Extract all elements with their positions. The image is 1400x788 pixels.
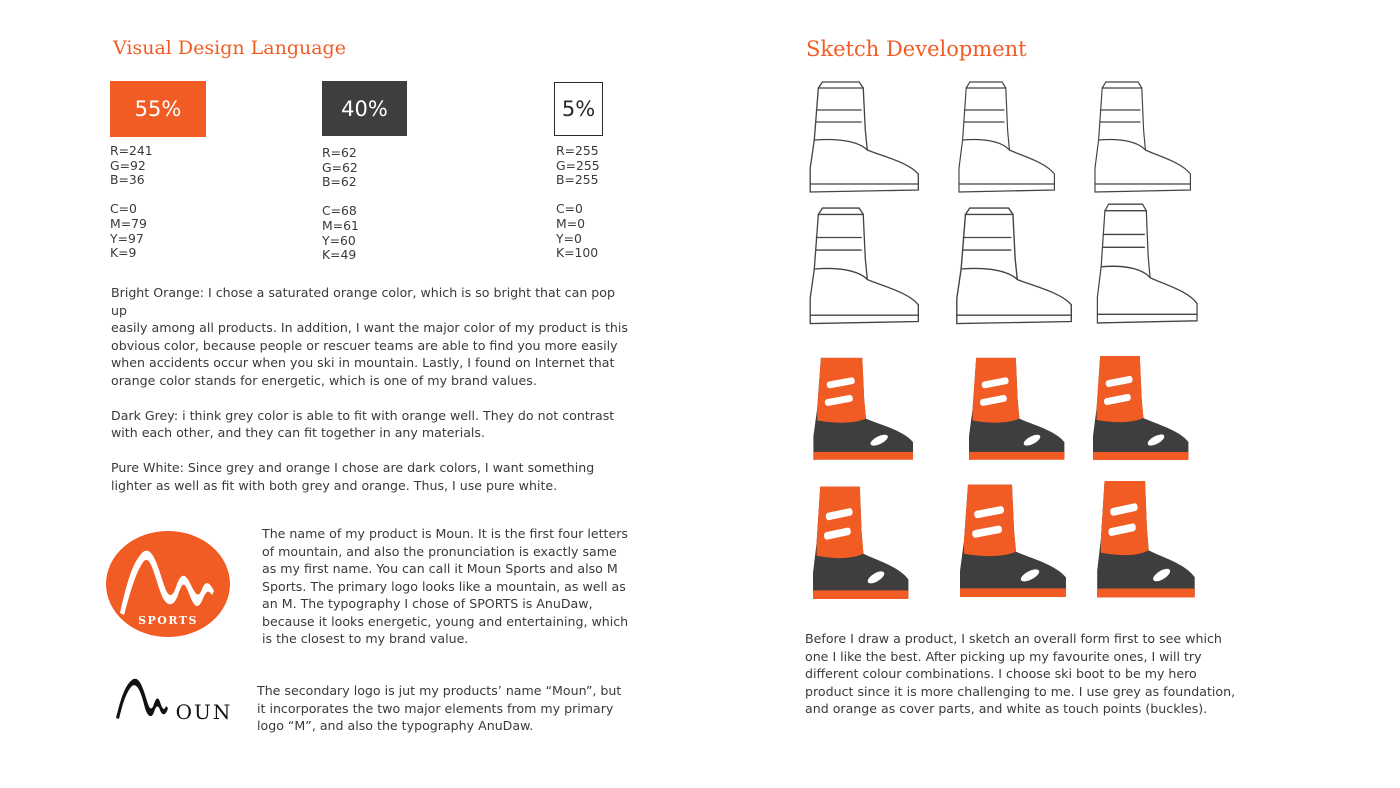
sports-wordmark: SPORTS bbox=[138, 614, 198, 627]
white-r-value: R=255 bbox=[556, 143, 599, 158]
orange-m-value: M=79 bbox=[110, 215, 147, 231]
ski-boot-sketch-grid bbox=[790, 70, 1210, 610]
white-k-value: K=100 bbox=[556, 245, 599, 261]
boot-color-4 bbox=[813, 487, 908, 599]
grey-c-value: C=68 bbox=[322, 203, 357, 219]
moun-m-icon bbox=[114, 674, 238, 724]
grey-m-value: M=61 bbox=[322, 217, 359, 233]
grey-b-value: B=62 bbox=[322, 174, 357, 190]
white-m-value: M=0 bbox=[556, 215, 585, 231]
grey-g-value: G=62 bbox=[322, 159, 358, 175]
white-color-values bbox=[556, 144, 600, 261]
sketch-development-title: Sketch Development bbox=[806, 37, 1027, 61]
orange-swatch bbox=[110, 81, 206, 137]
boot-color-3 bbox=[1093, 356, 1188, 460]
visual-design-language-title: Visual Design Language bbox=[113, 37, 346, 59]
boot-sketch-6 bbox=[1097, 204, 1197, 323]
boot-sketch-1 bbox=[810, 82, 918, 192]
boot-sketch-4 bbox=[810, 208, 918, 323]
orange-y-value: Y=97 bbox=[110, 230, 144, 246]
grey-y-value: Y=60 bbox=[322, 232, 356, 248]
primary-logo bbox=[106, 531, 230, 637]
color-rationale-text bbox=[111, 284, 631, 494]
boot-color-6 bbox=[1097, 481, 1195, 597]
white-swatch bbox=[554, 82, 603, 136]
boot-color-2 bbox=[969, 358, 1064, 460]
boot-sketch-3 bbox=[1095, 82, 1190, 192]
grey-swatch-percent: 40% bbox=[341, 96, 388, 121]
orange-k-value: K=9 bbox=[110, 245, 137, 261]
moun-wordmark: OUN bbox=[175, 700, 233, 724]
secondary-logo bbox=[114, 674, 238, 724]
grey-color-values bbox=[322, 146, 359, 263]
white-swatch-percent: 5% bbox=[561, 97, 596, 121]
boot-color-5 bbox=[960, 485, 1066, 597]
grey-k-value: K=49 bbox=[322, 247, 357, 263]
sketch-development-text: Before I draw a product, I sketch an overall form first to see which one I like the best. After picking up my favourite ones, I will try different colour combinations. I choose ski boot to be my hero product since it is more challenging to me. I use grey as foundation, and orange as cover parts, and white as touch points (buckles). bbox=[805, 631, 1236, 716]
white-c-value: C=0 bbox=[556, 201, 583, 217]
secondary-logo-text: The secondary logo is jut my products’ name “Moun”, but it incorporates the two major elements from my primary logo “M”, and also the typography AnuDaw. bbox=[257, 683, 622, 733]
white-y-value: Y=0 bbox=[556, 230, 582, 246]
white-b-value: B=255 bbox=[556, 172, 599, 188]
boot-sketch-5 bbox=[957, 208, 1071, 323]
grey-swatch bbox=[322, 81, 407, 136]
orange-color-values bbox=[110, 144, 153, 261]
orange-r-value: R=241 bbox=[110, 143, 153, 158]
orange-swatch-percent: 55% bbox=[134, 97, 182, 121]
boot-sketch-2 bbox=[959, 82, 1054, 192]
moun-mountain-icon bbox=[106, 531, 230, 637]
primary-logo-text: The name of my product is Moun. It is the first four letters of mountain, and also the pronunciation is exactly same as my first name. You can call it Moun Sports and also M Sports. The primary logo looks like a mountain, as well as an M. The typography I chose of SPORTS is AnuDaw, because it looks energetic, young and entertaining, which is the closest to my brand value. bbox=[262, 526, 629, 646]
orange-g-value: G=92 bbox=[110, 157, 146, 173]
orange-b-value: B=36 bbox=[110, 172, 145, 188]
pure-white-paragraph: Pure White: Since grey and orange I chose are dark colors, I want something lighter as well as fit with both grey and orange. Thus, I use pure white. bbox=[111, 460, 595, 493]
boot-color-1 bbox=[813, 358, 913, 460]
grey-r-value: R=62 bbox=[322, 145, 357, 160]
orange-c-value: C=0 bbox=[110, 201, 137, 217]
white-g-value: G=255 bbox=[556, 157, 600, 173]
bright-orange-paragraph: Bright Orange: I chose a saturated orange color, which is so bright that can pop up easily among all products. In addition, I want the major color of my product is this obvious color, because people or rescuer teams are able to find you more easily when accidents occur when you ski in mountain. Lastly, I found on Internet that orange color stands for energetic, which is one of my brand values. bbox=[111, 285, 628, 388]
dark-grey-paragraph: Dark Grey: i think grey color is able to fit with orange well. They do not contrast with each other, and they can fit together in any materials. bbox=[111, 407, 615, 440]
